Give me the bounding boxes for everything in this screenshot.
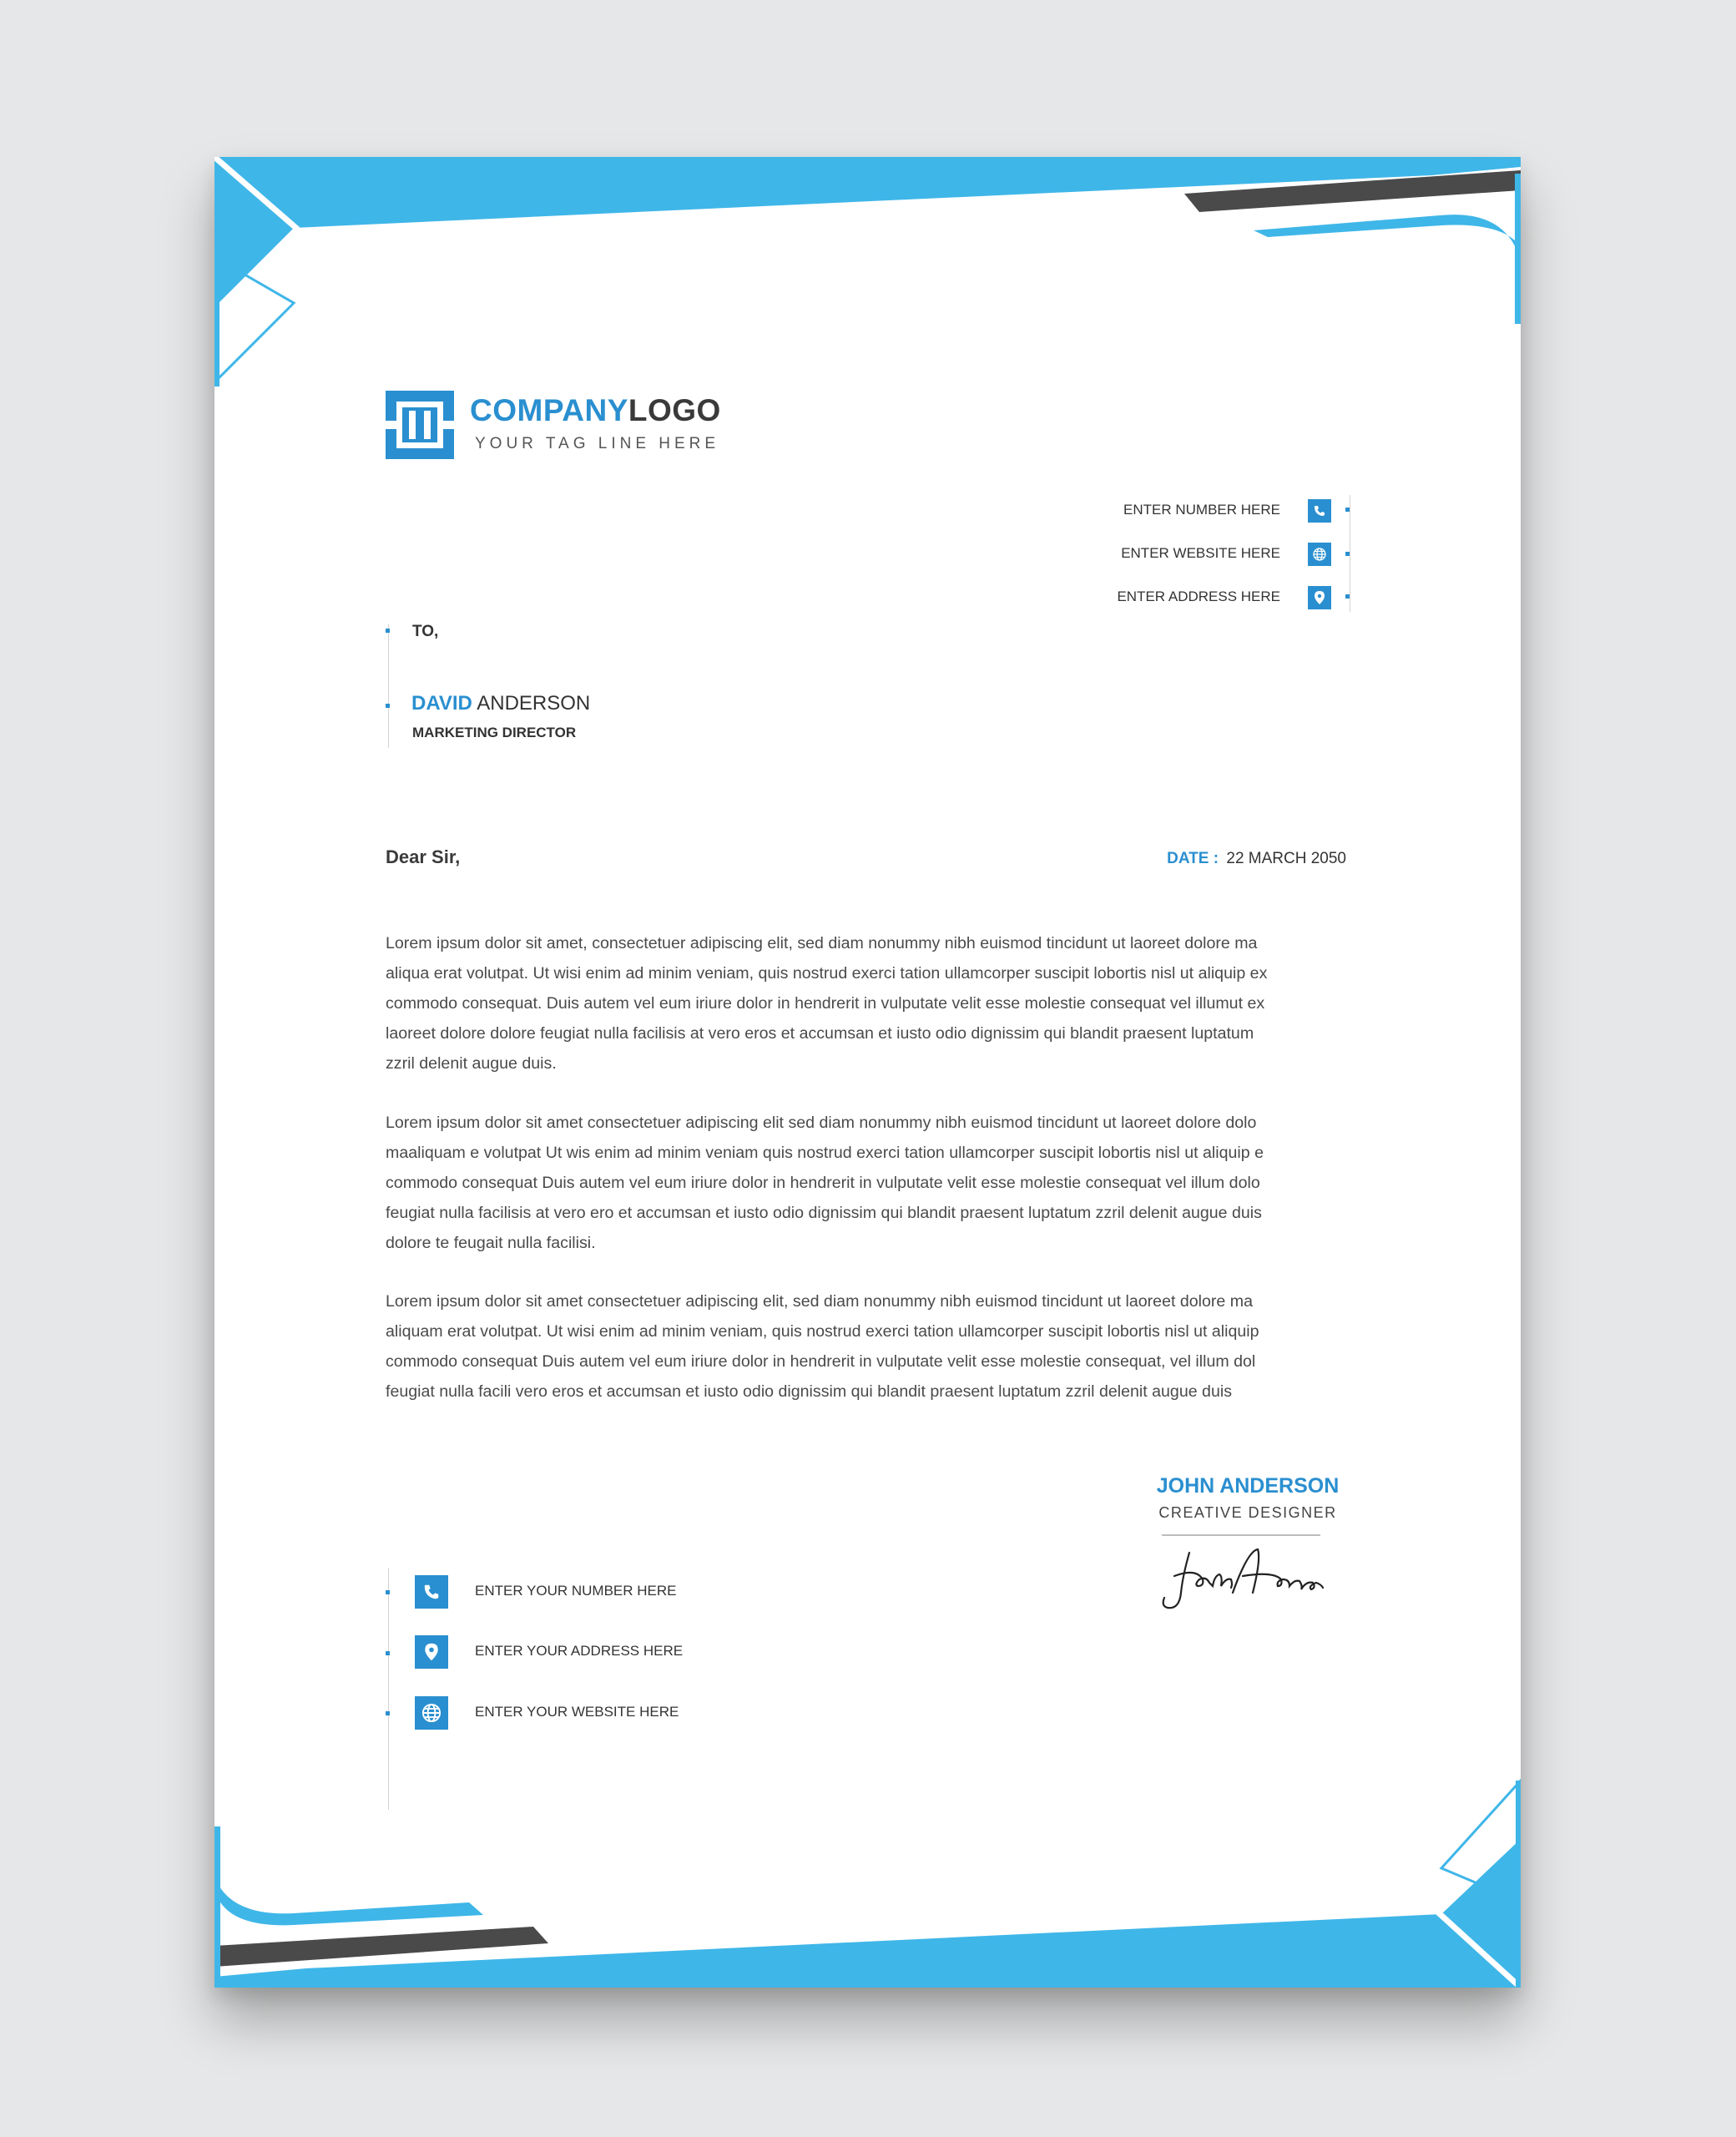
recipient-name — [411, 692, 590, 715]
letterhead-sheet — [214, 157, 1521, 1988]
header-contact-address: ENTER ADDRESS HERE — [1117, 589, 1280, 604]
body-paragraph-2 — [386, 1108, 1347, 1258]
body-line: commodo consequat. Duis autem vel eum iriure dolor in hendrerit in vulputate velit esse molestie consequat vel illumut ex — [386, 994, 1265, 1013]
body-line: aliquam erat volutpat. Ut wisi enim ad minim veniam, quis nostrud exerci tation ullamcorper suscipit lobortis nisl ut aliquip — [386, 1322, 1259, 1341]
bullet-dot — [386, 629, 390, 633]
signer-title: CREATIVE DESIGNER — [1158, 1504, 1337, 1521]
location-pin-icon — [415, 1635, 448, 1669]
body-paragraph-3 — [386, 1286, 1347, 1407]
body-line: dolore te feugait nulla facilisi. — [386, 1234, 596, 1252]
bullet-dot — [386, 1590, 390, 1594]
phone-icon — [415, 1575, 448, 1609]
body-line: laoreet dolore dolore feugiat nulla facilisis at vero eros et accumsan et iusto odio dignissim qui blandit praesent luptatum — [386, 1024, 1254, 1043]
salutation: Dear Sir, — [386, 846, 461, 867]
body-paragraph-1 — [386, 928, 1347, 1079]
footer-contact-website: ENTER YOUR WEBSITE HERE — [475, 1704, 679, 1720]
body-line: commodo consequat Duis autem vel eum iriure dolor in hendrerit in vulputate velit esse molestie consequat, vel illum dol — [386, 1352, 1256, 1371]
bullet-dot — [1345, 508, 1350, 512]
bullet-dot — [386, 1711, 390, 1715]
body-line: Lorem ipsum dolor sit amet, consectetuer adipiscing elit, sed diam nonummy nibh euismod tincidunt ut laoreet dolore ma — [386, 934, 1258, 952]
bullet-dot — [1345, 552, 1350, 556]
date-label: DATE : — [1167, 850, 1219, 867]
bullet-dot — [1345, 594, 1350, 599]
company-logo-text — [470, 393, 721, 428]
company-tagline: YOUR TAG LINE HERE — [475, 435, 720, 452]
letter-date — [1167, 850, 1346, 868]
footer-contact-number: ENTER YOUR NUMBER HERE — [475, 1583, 677, 1599]
body-line: commodo consequat Duis autem vel eum iriure dolor in hendrerit in vulputate velit esse molestie consequat vel illum dolo — [386, 1174, 1260, 1192]
body-line: Lorem ipsum dolor sit amet consectetuer adipiscing elit, sed diam nonummy nibh euismod tincidunt ut laoreet dolore ma — [386, 1292, 1253, 1311]
date-value: 22 MARCH 2050 — [1226, 850, 1346, 867]
handwritten-signature — [1156, 1543, 1331, 1618]
to-label: TO, — [412, 623, 439, 640]
recipient-rule — [388, 624, 389, 748]
globe-icon — [1308, 543, 1331, 566]
globe-icon — [415, 1696, 448, 1730]
signer-name: JOHN ANDERSON — [1156, 1474, 1340, 1498]
header-contact-website: ENTER WEBSITE HERE — [1121, 545, 1280, 561]
signature-rule — [1162, 1534, 1320, 1536]
body-line: zzril delenit augue duis. — [386, 1054, 557, 1073]
phone-icon — [1308, 499, 1331, 523]
footer-contact-rule — [388, 1568, 389, 1810]
body-line: Lorem ipsum dolor sit amet consectetuer adipiscing elit sed diam nonummy nibh euismod tincidunt ut laoreet dolore dolo — [386, 1114, 1257, 1132]
body-line: aliqua erat volutpat. Ut wisi enim ad minim veniam, quis nostrud exerci tation ullamcorper suscipit lobortis nisl ut aliquip ex — [386, 964, 1268, 983]
logo-word-logo: LOGO — [628, 393, 721, 427]
recipient-first-name: DAVID — [411, 692, 472, 715]
logo-word-company: COMPANY — [470, 393, 628, 427]
location-pin-icon — [1308, 586, 1331, 609]
footer-contact-address: ENTER YOUR ADDRESS HERE — [475, 1643, 684, 1659]
body-line: feugiat nulla facilisis at vero ero et accumsan et iusto odio dignissim qui blandit praesent luptatum zzril delenit augue duis — [386, 1204, 1262, 1222]
company-logo-mark — [386, 391, 454, 459]
recipient-title: MARKETING DIRECTOR — [412, 725, 577, 740]
recipient-last-name: ANDERSON — [477, 692, 591, 715]
header-contact-number: ENTER NUMBER HERE — [1123, 502, 1280, 518]
body-line: feugiat nulla facili vero eros et accumsan et iusto odio dignissim qui blandit praesent luptatum zzril delenit augue duis — [386, 1382, 1233, 1401]
body-line: maaliquam e volutpat Ut wis enim ad minim veniam quis nostrud exerci tation ullamcorper suscipit lobortis nisl ut aliquip e — [386, 1144, 1264, 1162]
bullet-dot — [386, 1651, 390, 1655]
bullet-dot — [386, 704, 390, 708]
